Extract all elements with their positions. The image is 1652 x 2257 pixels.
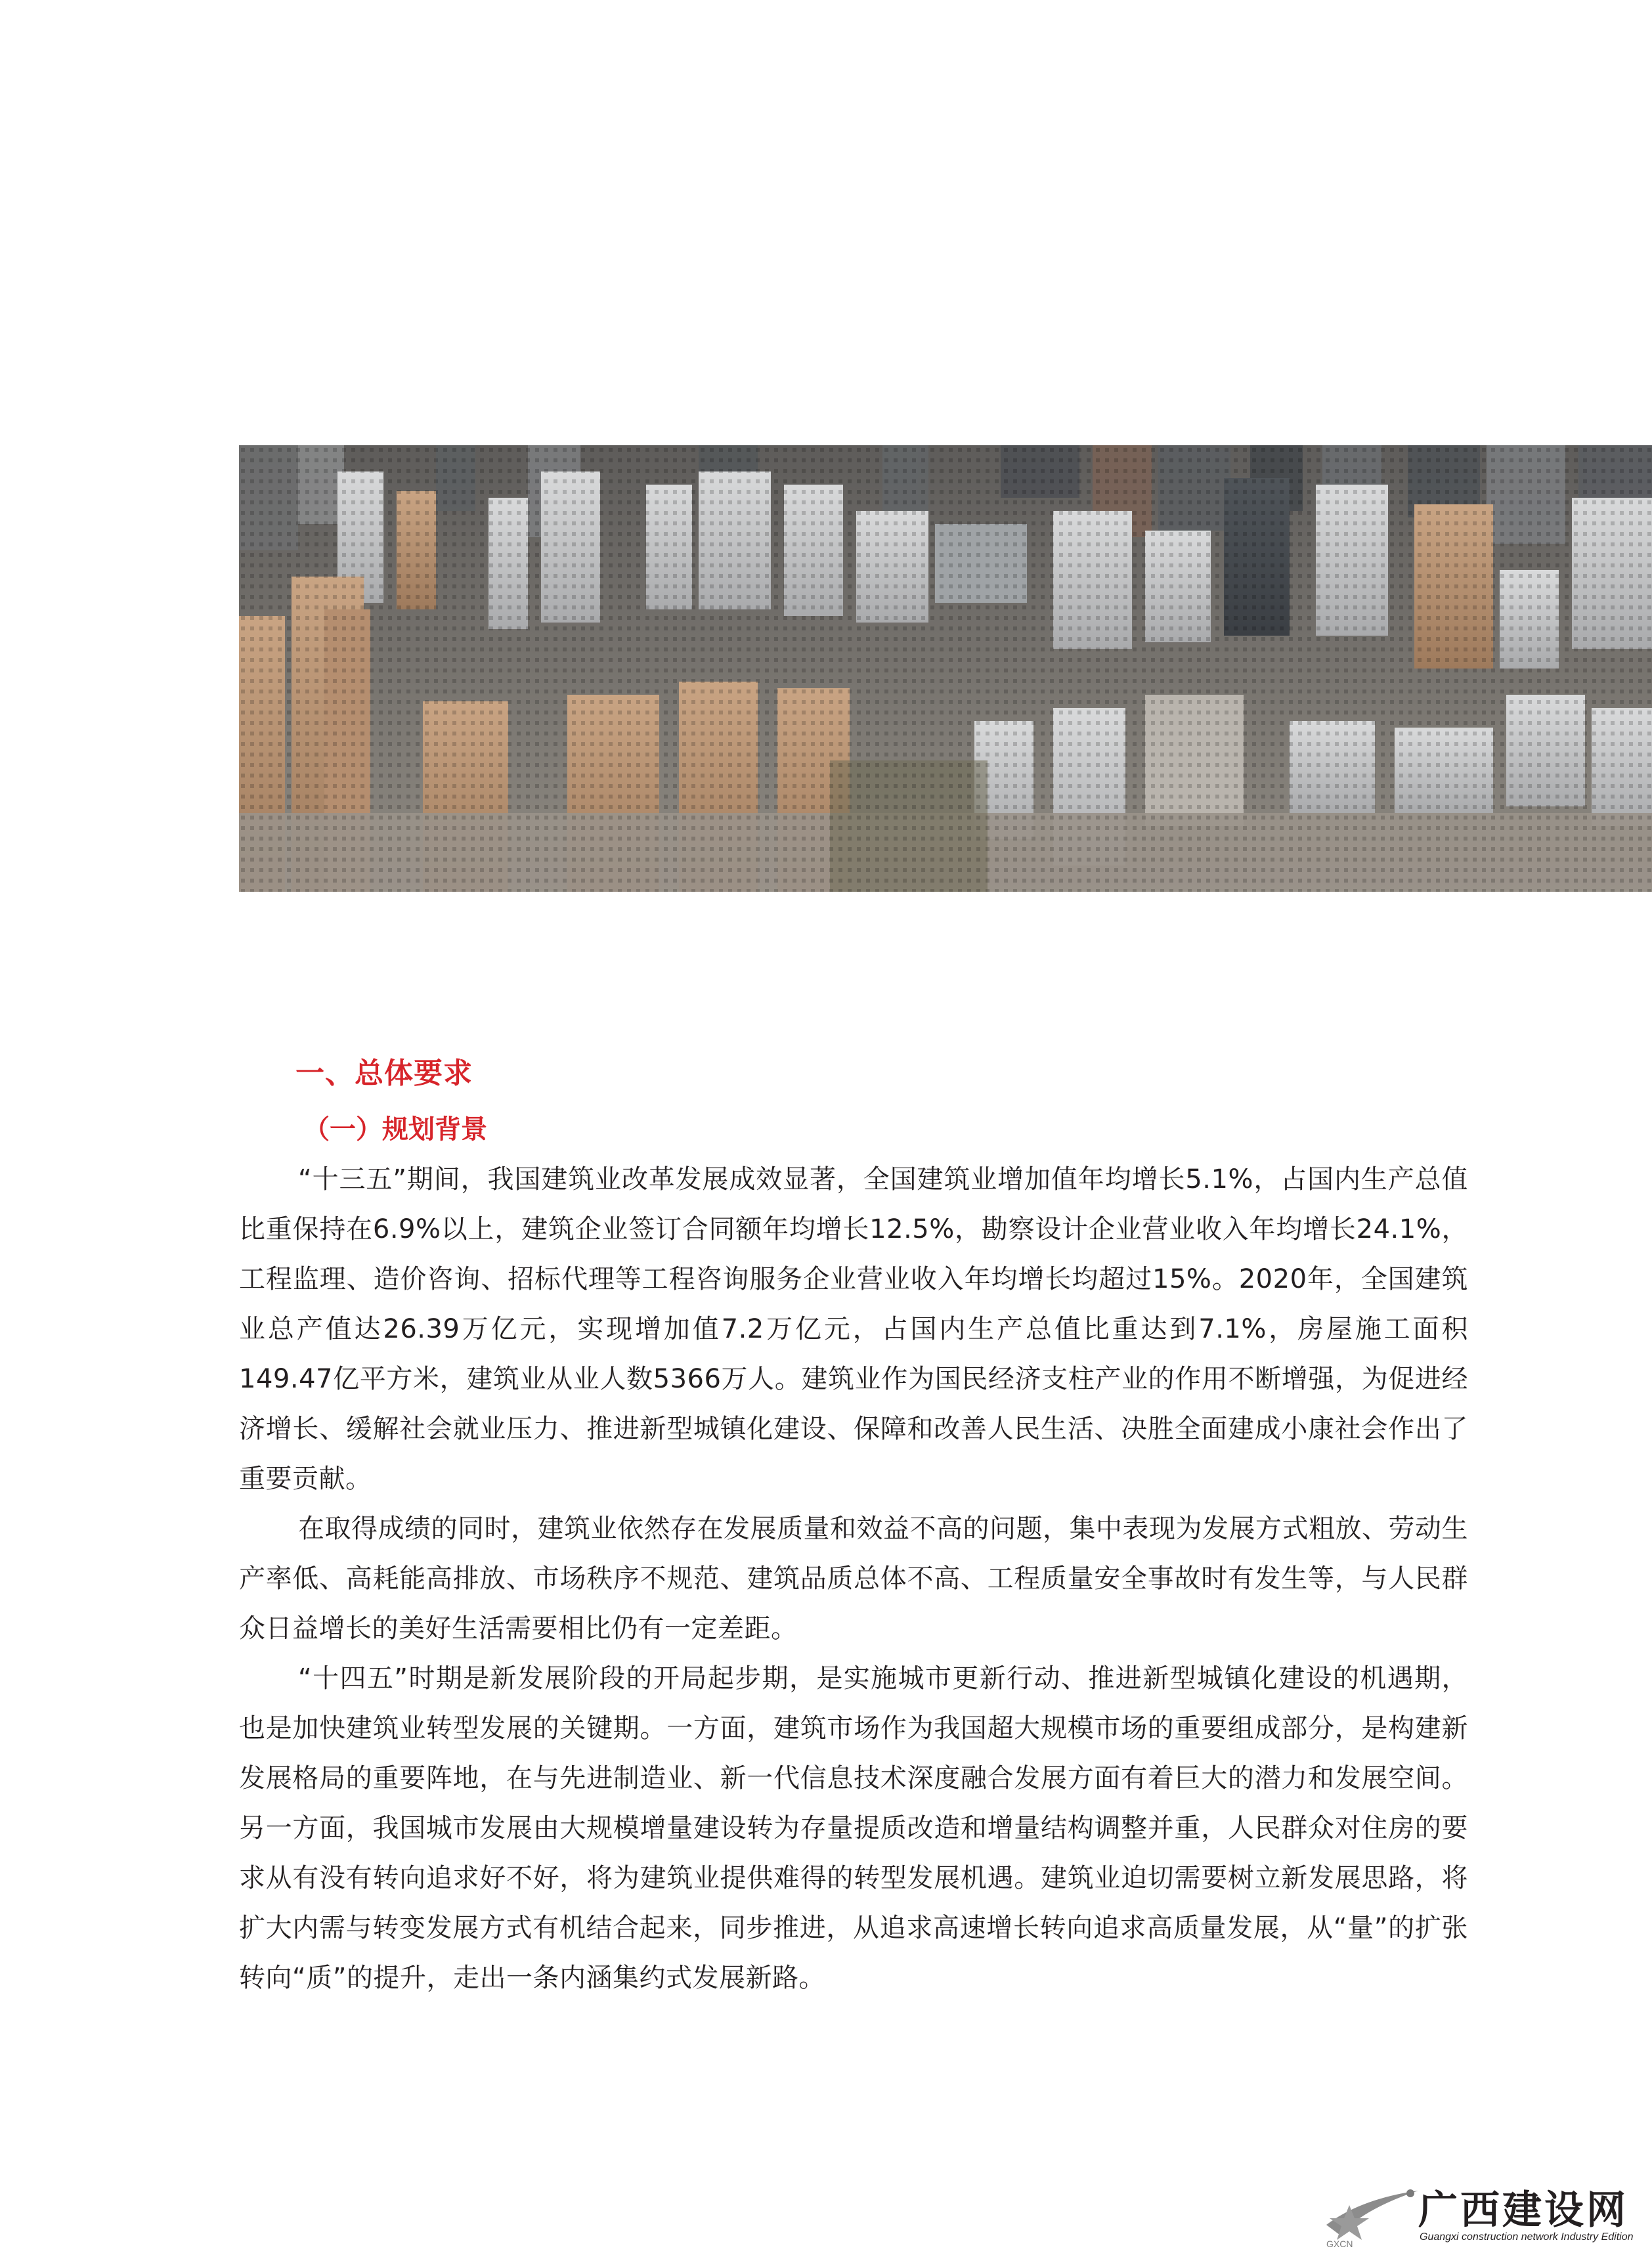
section-title: 一、总体要求 xyxy=(295,1057,473,1090)
city-skyline-illustration xyxy=(239,445,1652,892)
paragraph-1: “十三五”期间，我国建筑业改革发展成效显著，全国建筑业增加值年均增长5.1%，占国内生产总值比重保持在6.9%以上，建筑企业签订合同额年均增长12.5%，勘察设计企业营业收入年均增长24.1%，工程监理、造价咨询、招标代理等工程咨询服务企业营业收入年均增长均超过15%。2020年，全国建筑业总产值达26.39万亿元，实现增加值7.2万亿元，占国内生产总值比重达到7.1%，房屋施工面积149.47亿平方米，建筑业从业人数5366万人。建筑业作为国民经济支柱产业的作用不断增强，为促进经济增长、缓解社会就业压力、推进新型城镇化建设、保障和改善人民生活、决胜全面建成小康社会作出了重要贡献。 xyxy=(239,1164,1468,1494)
subsection-title: （一）规划背景 xyxy=(303,1114,487,1145)
publisher-logo xyxy=(1313,2179,1641,2251)
paragraph-3: “十四五”时期是新发展阶段的开局起步期，是实施城市更新行动、推进新型城镇化建设的机遇期，也是加快建筑业转型发展的关键期。一方面，建筑市场作为我国超大规模市场的重要组成部分，是构建新发展格局的重要阵地，在与先进制造业、新一代信息技术深度融合发展方面有着巨大的潜力和发展空间。另一方面，我国城市发展由大规模增量建设转为存量提质改造和增量结构调整并重，人民群众对住房的要求从有没有转向追求好不好，将为建筑业提供难得的转型发展机遇。建筑业迫切需要树立新发展思路，将扩大内需与转变发展方式有机结合起来，同步推进，从追求高速增长转向追求高质量发展，从“量”的扩张转向“质”的提升，走出一条内涵集约式发展新路。 xyxy=(239,1663,1468,1993)
city-skyline-photo xyxy=(239,445,1652,892)
svg-text:GXCN: GXCN xyxy=(1326,2239,1353,2249)
body-text xyxy=(239,1154,1468,2003)
logo-english-tagline: Guangxi construction network Industry Edition xyxy=(1420,2231,1634,2243)
logo-name: 广西建设网 xyxy=(1418,2187,1628,2233)
star-swoosh-icon xyxy=(1313,2179,1425,2251)
paragraph-2: 在取得成绩的同时，建筑业依然存在发展质量和效益不高的问题，集中表现为发展方式粗放、劳动生产率低、高耗能高排放、市场秩序不规范、建筑品质总体不高、工程质量安全事故时有发生等，与人民群众日益增长的美好生活需要相比仍有一定差距。 xyxy=(239,1514,1468,1644)
